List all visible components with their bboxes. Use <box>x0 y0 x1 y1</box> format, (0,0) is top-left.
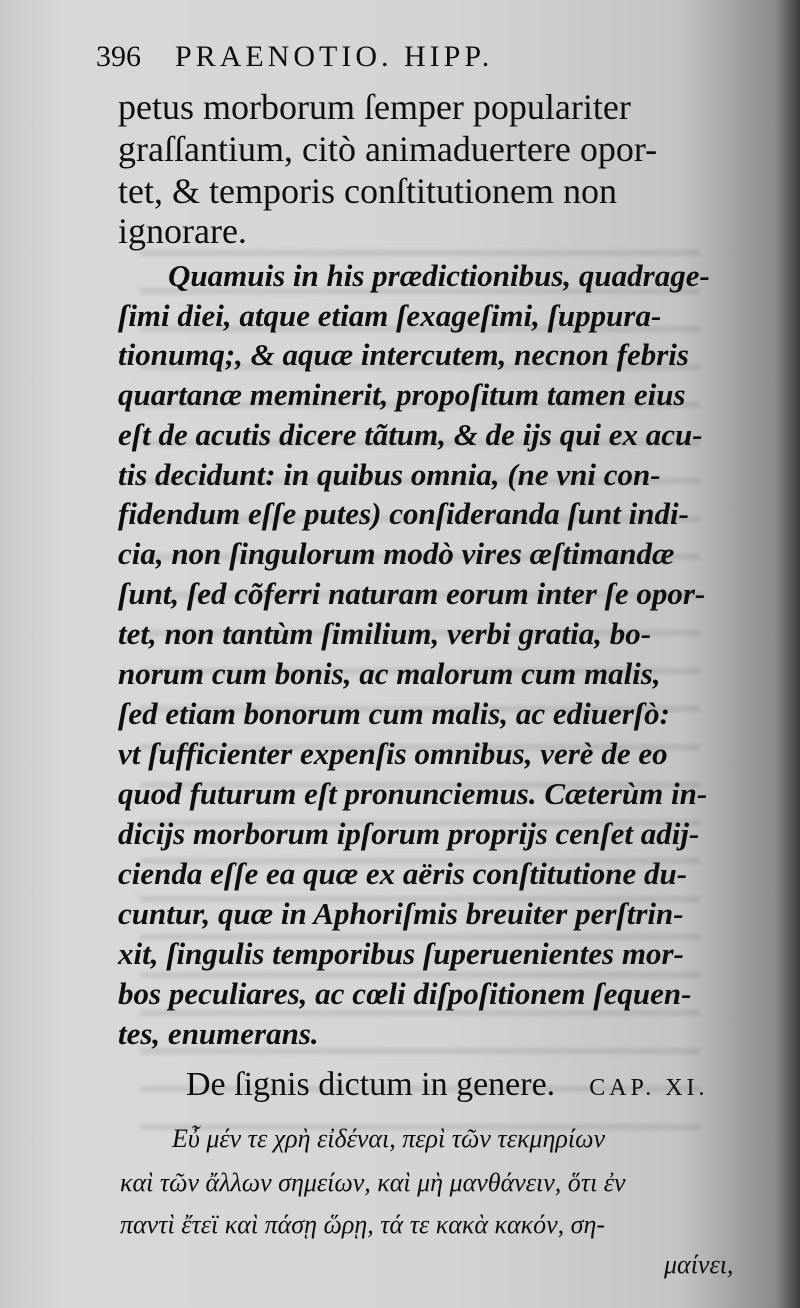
text-line: quartanæ meminerit, propoſitum tamen eius <box>118 377 686 412</box>
greek-line: παντὶ ἔτεϊ καὶ πάσῃ ὥρῃ, τά τε κακὰ κακόν, ση- <box>120 1210 606 1239</box>
greek-line: Εὖ μέν τε χρὴ εἰδέναι, περὶ τῶν τεκμηρίων <box>172 1124 605 1153</box>
running-head <box>96 40 493 74</box>
text-line: eſt de acutis dicere tãtum, & de ijs qui ex acu- <box>118 417 703 452</box>
running-title: PRAENOTIO. HIPP. <box>175 40 494 73</box>
page-number: 396 <box>96 40 141 73</box>
text-line: tes, enumerans. <box>118 1016 319 1051</box>
text-line: dicijs morborum ipſorum proprijs cenſet adij- <box>118 816 700 851</box>
greek-line: καὶ τῶν ἄλλων σημείων, καὶ μὴ μανθάνειν, ὅτι ἐν <box>120 1168 626 1197</box>
chapter-number: CAP. XI. <box>589 1075 709 1101</box>
text-line: fidendum eſſe putes) conſideranda ſunt indi- <box>118 496 689 531</box>
text-line: tis decidunt: in quibus omnia, (ne vni con- <box>118 457 661 492</box>
text-line: ſunt, ſed cõferri naturam eorum inter ſe opor- <box>118 576 706 611</box>
text-line: cia, non ſingulorum modò vires æſtimandæ <box>118 536 675 571</box>
text-line: ſimi diei, atque etiam ſexageſimi, ſuppura- <box>118 298 662 333</box>
text-line: ſed etiam bonorum cum malis, ac ediuerſò: <box>118 696 670 731</box>
text-line: xit, ſingulis temporibus ſuperuenientes mor- <box>118 936 684 971</box>
paragraph-first-line: Quamuis in his prædictionibus, quadrage- <box>168 258 710 293</box>
greek-line: μαίνει, <box>664 1250 734 1279</box>
text-line: cuntur, quæ in Aphoriſmis breuiter perſtrin- <box>118 896 684 931</box>
text-line: cienda eſſe ea quæ ex aëris conſtitutione du- <box>118 856 688 891</box>
text-line: ignorare. <box>118 211 247 251</box>
chapter-title: De ſignis dictum in genere. <box>186 1066 556 1103</box>
text-line: petus morborum ſemper populariter <box>118 87 631 127</box>
text-line: tet, non tantùm ſimilium, verbi gratia, bo- <box>118 616 652 651</box>
text-line: norum cum bonis, ac malorum cum malis, <box>118 656 661 691</box>
text-line: vt ſufficienter expenſis omnibus, verè de eo <box>118 736 668 771</box>
text-line: graſſantium, citò animaduertere opor- <box>118 129 658 169</box>
text-line: bos peculiares, ac cœli diſpoſitionem ſequen- <box>118 976 692 1011</box>
chapter-heading <box>186 1066 709 1104</box>
text-line: tionumq;, & aquæ intercutem, necnon febris <box>118 337 689 372</box>
text-line: tet, & temporis conſtitutionem non <box>118 171 617 211</box>
text-line: quod futurum eſt pronunciemus. Cæterùm in- <box>118 776 708 811</box>
